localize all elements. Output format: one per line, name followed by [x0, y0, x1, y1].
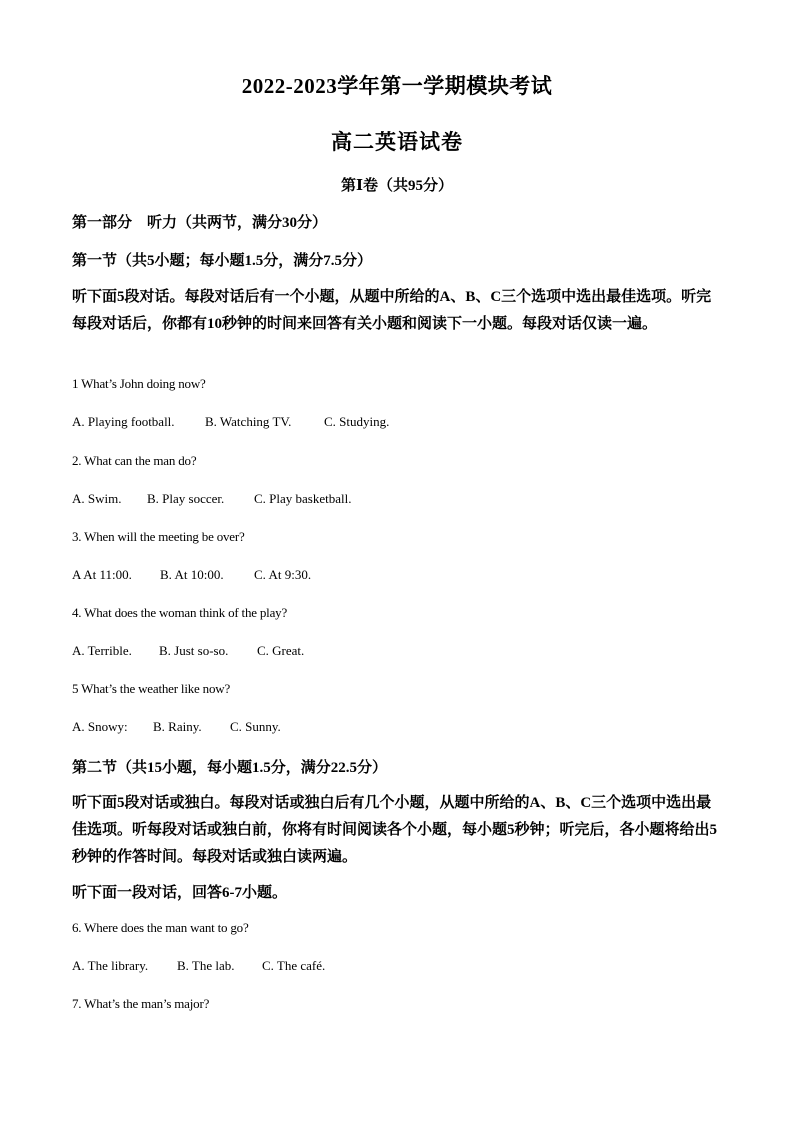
question-options	[72, 719, 281, 735]
option-b: B. Play soccer.	[147, 491, 225, 506]
option-b: B. Just so-so.	[159, 643, 229, 658]
question-options	[72, 643, 304, 659]
option-c: C. Play basketball.	[254, 491, 352, 506]
option-b: B. Rainy.	[153, 719, 202, 734]
question-options	[72, 414, 389, 430]
section1-heading: 第一节（共5小题；每小题1.5分，满分7.5分）	[72, 253, 373, 269]
option-b: B. Watching TV.	[205, 414, 292, 429]
option-c: C. At 9:30.	[254, 567, 312, 582]
option-a: A. Swim.	[72, 491, 122, 506]
section1-instructions: 听下面5段对话。每段对话后有一个小题，从题中所给的A、B、C三个选项中选出最佳选项。听完每段对话后，你都有10秒钟的时间来回答有关小题和阅读下一小题。每段对话仅读一遍。	[72, 289, 712, 332]
option-c: C. Great.	[257, 643, 305, 658]
part1-heading: 第一部分 听力（共两节，满分30分）	[72, 215, 328, 231]
question-stem: 5 What’s the weather like now?	[72, 681, 231, 696]
option-a: A. Terrible.	[72, 643, 132, 658]
question-options	[72, 958, 325, 974]
option-b: B. The lab.	[177, 958, 235, 973]
question-stem: 3. When will the meeting be over?	[72, 529, 245, 544]
option-a: A. The library.	[72, 958, 149, 973]
question-stem: 6. Where does the man want to go?	[72, 920, 249, 935]
exam-subtitle: 高二英语试卷	[331, 130, 463, 154]
question-options	[72, 491, 352, 507]
volume-label: 第Ⅰ卷（共95分）	[340, 178, 454, 194]
section2-instructions: 听下面5段对话或独白。每段对话或独白后有几个小题，从题中所给的A、B、C三个选项中选出最佳选项。听每段对话或独白前，你将有时间阅读各个小题，每小题5秒钟；听完后，各小题将给出5秒钟的作答时间。每段对话或独白读两遍。	[72, 795, 718, 865]
question-stem: 4. What does the woman think of the play?	[72, 605, 288, 620]
section2-heading: 第二节（共15小题，每小题1.5分，满分22.5分）	[72, 760, 388, 776]
dialogue-intro: 听下面一段对话，回答6-7小题。	[72, 885, 287, 901]
question-stem: 2. What can the man do?	[72, 453, 197, 468]
question-options	[72, 567, 311, 583]
option-a: A. Playing football.	[72, 414, 175, 429]
option-c: C. Studying.	[324, 414, 390, 429]
option-c: C. Sunny.	[230, 719, 281, 734]
option-b: B. At 10:00.	[160, 567, 224, 582]
question-stem: 7. What’s the man’s major?	[72, 996, 210, 1011]
question-stem: 1 What’s John doing now?	[72, 376, 206, 391]
exam-title: 2022-2023学年第一学期模块考试	[241, 74, 553, 98]
option-a: A At 11:00.	[72, 567, 132, 582]
option-c: C. The café.	[262, 958, 326, 973]
option-a: A. Snowy:	[72, 719, 128, 734]
